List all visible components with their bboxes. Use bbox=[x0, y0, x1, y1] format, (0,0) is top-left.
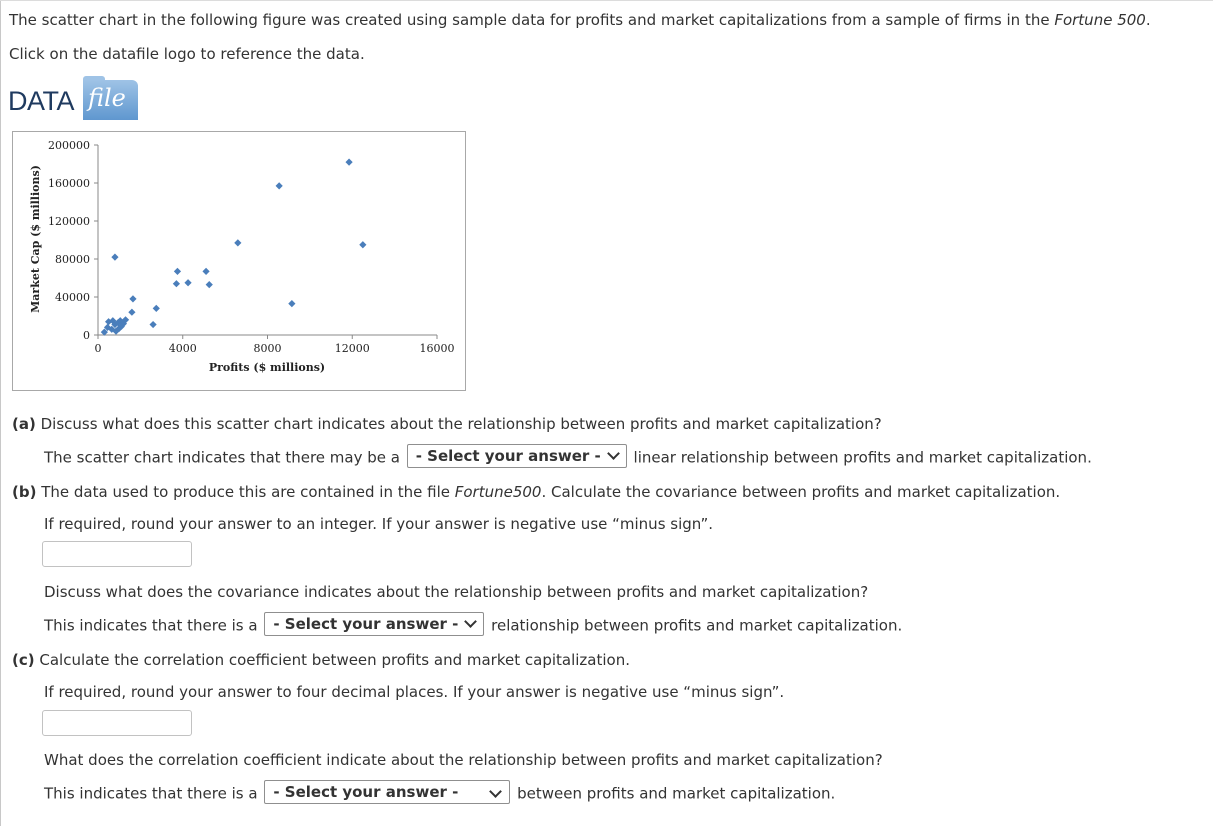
intro-text bbox=[9, 10, 1151, 30]
part-b-question bbox=[12, 482, 1060, 502]
x-tick-label: 8000 bbox=[253, 342, 282, 355]
scatter-point bbox=[153, 305, 160, 312]
covariance-input[interactable] bbox=[42, 541, 192, 567]
y-tick-label: 120000 bbox=[48, 215, 90, 228]
part-b-label: (b) bbox=[12, 483, 37, 501]
part-b-select-value: - Select your answer - bbox=[273, 615, 459, 633]
part-b-sentence-end: relationship between profits and market capitalization. bbox=[491, 616, 903, 635]
y-tick-label: 0 bbox=[83, 329, 90, 342]
part-b-select[interactable] bbox=[264, 612, 484, 636]
chevron-down-icon bbox=[489, 785, 502, 798]
part-b-answer-line bbox=[44, 614, 902, 638]
datafile-file-label: file bbox=[88, 84, 126, 112]
scatter-point bbox=[173, 280, 180, 287]
part-b-question-end: . Calculate the covariance between profits and market capitalization. bbox=[541, 483, 1061, 501]
part-a-question-text: Discuss what does this scatter chart indicates about the relationship between profits and market capitalization? bbox=[40, 415, 882, 433]
scatter-point bbox=[345, 159, 352, 166]
part-c-select-value: - Select your answer - bbox=[273, 783, 459, 801]
scatter-point bbox=[111, 254, 118, 261]
x-tick-label: 4000 bbox=[168, 342, 197, 355]
part-c-sentence-start: This indicates that there is a bbox=[44, 784, 258, 803]
part-c-answer-line bbox=[44, 782, 835, 806]
y-tick-label: 40000 bbox=[55, 291, 90, 304]
scatter-point bbox=[276, 182, 283, 189]
part-c-question bbox=[12, 650, 630, 670]
part-c-instruction: If required, round your answer to four decimal places. If your answer is negative use “minus sign”. bbox=[44, 683, 785, 701]
y-tick-label: 160000 bbox=[48, 177, 90, 190]
y-axis-title: Market Cap ($ millions) bbox=[29, 165, 42, 313]
intro-fortune-italic: Fortune 500 bbox=[1054, 11, 1146, 29]
part-c-sentence-end: between profits and market capitalization. bbox=[517, 784, 836, 803]
y-tick-label: 200000 bbox=[48, 139, 90, 152]
scatter-point bbox=[234, 239, 241, 246]
chevron-down-icon bbox=[464, 615, 477, 628]
part-c-label: (c) bbox=[12, 651, 35, 669]
scatter-point bbox=[202, 268, 209, 275]
part-a-select[interactable] bbox=[407, 444, 627, 468]
part-a-label: (a) bbox=[12, 415, 36, 433]
scatter-point bbox=[206, 281, 213, 288]
scatter-chart-svg bbox=[13, 132, 465, 390]
part-a-sentence-start: The scatter chart indicates that there may be a bbox=[44, 448, 400, 467]
part-c-select[interactable] bbox=[264, 780, 510, 804]
scatter-point bbox=[184, 279, 191, 286]
part-b-discuss: Discuss what does the covariance indicates about the relationship between profits and market capitalization? bbox=[44, 583, 869, 601]
correlation-input[interactable] bbox=[42, 710, 192, 736]
scatter-point bbox=[174, 268, 181, 275]
scatter-point bbox=[288, 300, 295, 307]
scatter-chart bbox=[12, 131, 466, 391]
scatter-point bbox=[128, 309, 135, 316]
datafile-data-label: DATA bbox=[8, 86, 75, 116]
part-b-question-start: The data used to produce this are contained in the file bbox=[41, 483, 455, 501]
x-tick-label: 12000 bbox=[334, 342, 370, 355]
intro-instruction: Click on the datafile logo to reference the data. bbox=[9, 45, 365, 63]
part-b-sentence-start: This indicates that there is a bbox=[44, 616, 258, 635]
part-a-question bbox=[12, 414, 882, 434]
part-b-instruction: If required, round your answer to an integer. If your answer is negative use “minus sign”. bbox=[44, 515, 714, 533]
x-tick-label: 16000 bbox=[419, 342, 455, 355]
chart-points bbox=[101, 159, 367, 336]
scatter-point bbox=[149, 321, 156, 328]
part-c-discuss: What does the correlation coefficient indicate about the relationship between profits and market capitalization? bbox=[44, 751, 883, 769]
page-left-border bbox=[0, 0, 1, 826]
x-tick-label: 0 bbox=[94, 342, 102, 355]
page-top-border bbox=[0, 0, 1213, 1]
chevron-down-icon bbox=[607, 447, 620, 460]
part-c-question-text: Calculate the correlation coefficient between profits and market capitalization. bbox=[39, 651, 630, 669]
x-axis-title: Profits ($ millions) bbox=[208, 361, 326, 374]
scatter-point bbox=[129, 295, 136, 302]
datafile-logo-button[interactable] bbox=[8, 80, 133, 120]
intro-text-start: The scatter chart in the following figure was created using sample data for profits and market capitalizations from a sample of firms in the bbox=[9, 11, 1055, 29]
part-a-answer-line bbox=[44, 446, 1092, 470]
scatter-point bbox=[359, 241, 366, 248]
y-tick-label: 80000 bbox=[55, 253, 90, 266]
intro-text-end: . bbox=[1145, 11, 1151, 29]
part-a-select-value: - Select your answer - bbox=[415, 447, 601, 465]
part-a-sentence-end: linear relationship between profits and market capitalization. bbox=[633, 448, 1092, 467]
part-b-filename: Fortune500 bbox=[454, 483, 542, 501]
